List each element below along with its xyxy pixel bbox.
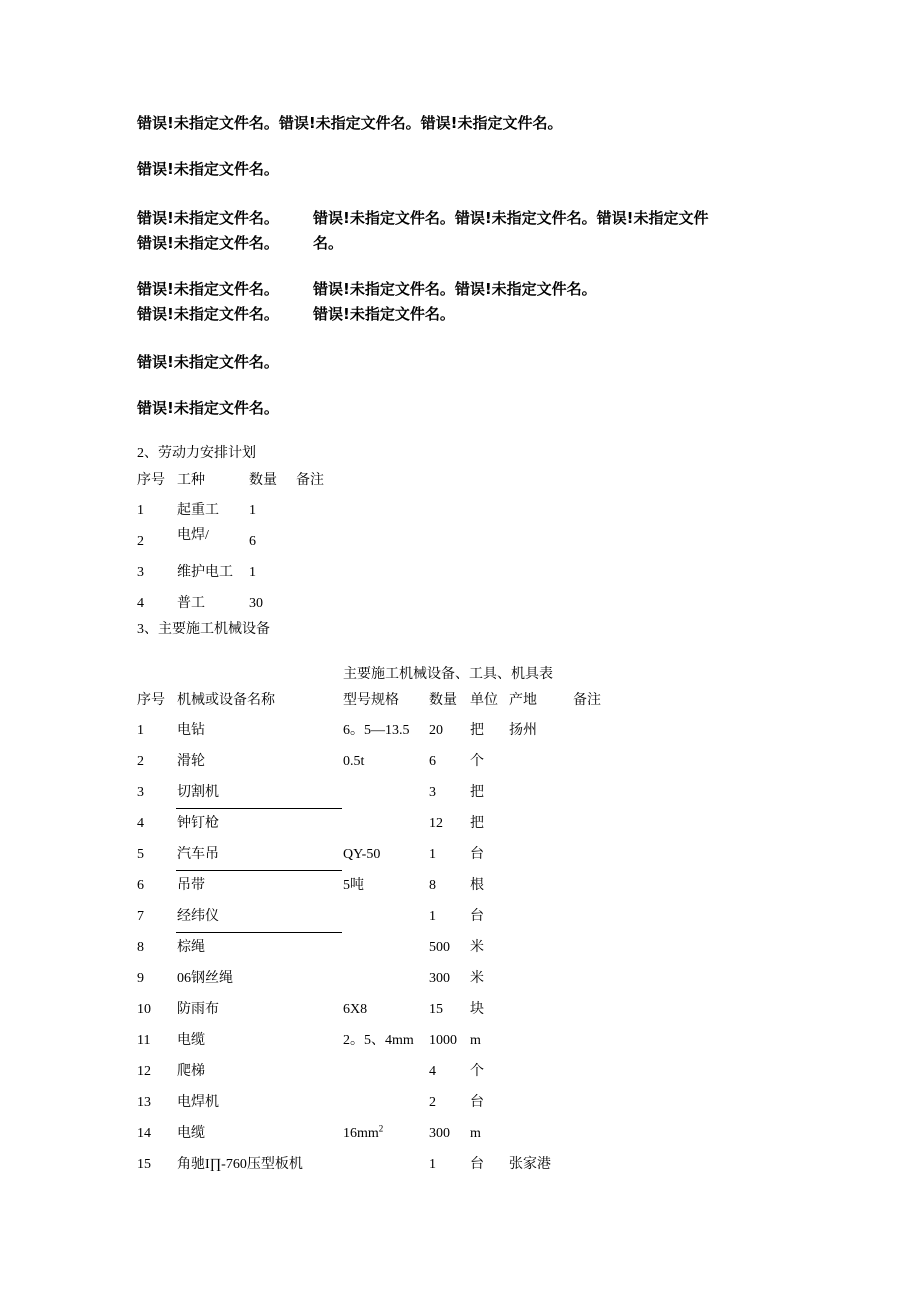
equipment-row-spec: 5吨 — [343, 878, 364, 893]
equipment-row-unit: 个 — [470, 1064, 484, 1079]
labor-row-no: 1 — [137, 503, 144, 518]
equipment-row-no: 6 — [137, 878, 144, 893]
table-rule — [176, 808, 342, 809]
equipment-row-qty: 4 — [429, 1064, 436, 1079]
error-line-4-left-a: 错误!未指定文件名。 — [137, 280, 279, 298]
labor-header-qty: 数量 — [249, 473, 277, 488]
labor-header-note: 备注 — [296, 473, 324, 488]
equipment-row-name: 吊带 — [177, 878, 205, 893]
labor-row-type: 维护电工 — [177, 565, 233, 580]
equipment-row-no: 9 — [137, 971, 144, 986]
equipment-row-unit: m — [470, 1126, 481, 1141]
labor-row-no: 3 — [137, 565, 144, 580]
labor-header-no: 序号 — [137, 473, 165, 488]
error-line-1: 错误!未指定文件名。错误!未指定文件名。错误!未指定文件名。 — [137, 114, 563, 132]
equipment-row-qty: 300 — [429, 971, 450, 986]
equipment-row-name: 爬梯 — [177, 1064, 205, 1079]
equipment-row-name: 角驰I∏-760压型板机 — [177, 1157, 303, 1172]
equipment-row-no: 3 — [137, 785, 144, 800]
equipment-row-unit: 把 — [470, 816, 484, 831]
equipment-row-no: 7 — [137, 909, 144, 924]
equipment-row-unit: 把 — [470, 723, 484, 738]
equipment-row-no: 2 — [137, 754, 144, 769]
error-line-4-right-a: 错误!未指定文件名。错误!未指定文件名。 — [313, 280, 597, 298]
equipment-row-unit: 台 — [470, 847, 484, 862]
error-line-5: 错误!未指定文件名。 — [137, 353, 279, 371]
labor-row-no: 2 — [137, 534, 144, 549]
equipment-row-name: 棕绳 — [177, 940, 205, 955]
equipment-header-note: 备注 — [573, 693, 601, 708]
equipment-row-qty: 8 — [429, 878, 436, 893]
equipment-row-name: 汽车吊 — [177, 847, 219, 862]
equipment-row-qty: 300 — [429, 1126, 450, 1141]
equipment-row-name: 电缆 — [177, 1126, 205, 1141]
equipment-row-qty: 6 — [429, 754, 436, 769]
equipment-row-unit: 块 — [470, 1002, 484, 1017]
equipment-table-title: 主要施工机械设备、工具、机具表 — [343, 667, 553, 682]
equipment-row-qty: 500 — [429, 940, 450, 955]
equipment-row-name: 滑轮 — [177, 754, 205, 769]
equipment-header-no: 序号 — [137, 693, 165, 708]
equipment-row-unit: 把 — [470, 785, 484, 800]
equipment-row-name: 钟钉枪 — [177, 816, 219, 831]
equipment-row-unit: 台 — [470, 909, 484, 924]
equipment-row-no: 14 — [137, 1126, 151, 1141]
equipment-row-qty: 20 — [429, 723, 443, 738]
equipment-row-name: 电钻 — [177, 723, 205, 738]
equipment-row-no: 12 — [137, 1064, 151, 1079]
equipment-row-qty: 1000 — [429, 1033, 457, 1048]
equipment-row-name: 切割机 — [177, 785, 219, 800]
equipment-header-qty: 数量 — [429, 693, 457, 708]
equipment-header-name: 机械或设备名称 — [177, 693, 275, 708]
equipment-row-spec: QY-50 — [343, 847, 381, 862]
equipment-row-spec: 6X8 — [343, 1002, 368, 1017]
equipment-row-no: 13 — [137, 1095, 151, 1110]
error-line-3-right-a: 错误!未指定文件名。错误!未指定文件名。错误!未指定文件 — [313, 209, 709, 227]
equipment-row-spec-text: 16mm — [343, 1126, 379, 1141]
equipment-row-qty: 15 — [429, 1002, 443, 1017]
equipment-row-name: 电焊机 — [177, 1095, 219, 1110]
equipment-row-unit: 米 — [470, 971, 484, 986]
equipment-row-spec: 0.5t — [343, 754, 365, 769]
labor-row-no: 4 — [137, 596, 144, 611]
labor-row-type: 普工 — [177, 596, 205, 611]
labor-row-type: 电焊/ — [177, 528, 209, 543]
labor-header-type: 工种 — [177, 473, 205, 488]
equipment-row-name: 06钢丝绳 — [177, 971, 233, 986]
equipment-row-name: 电缆 — [177, 1033, 205, 1048]
error-line-6: 错误!未指定文件名。 — [137, 399, 279, 417]
equipment-row-spec-superscript: 2 — [378, 1123, 384, 1134]
equipment-header-unit: 单位 — [470, 693, 498, 708]
equipment-row-unit: 米 — [470, 940, 484, 955]
labor-row-qty: 1 — [249, 565, 256, 580]
error-line-3-left-a: 错误!未指定文件名。 — [137, 209, 279, 227]
error-line-4-right-b: 错误!未指定文件名。 — [313, 305, 455, 323]
error-line-4-left-b: 错误!未指定文件名。 — [137, 305, 279, 323]
equipment-header-origin: 产地 — [509, 693, 537, 708]
equipment-row-no: 4 — [137, 816, 144, 831]
equipment-row-unit: 台 — [470, 1157, 484, 1172]
equipment-row-qty: 12 — [429, 816, 443, 831]
labor-row-qty: 6 — [249, 534, 256, 549]
equipment-row-name: 防雨布 — [177, 1002, 219, 1017]
equipment-row-no: 1 — [137, 723, 144, 738]
equipment-row-unit: m — [470, 1033, 481, 1048]
equipment-section-title: 3、主要施工机械设备 — [137, 622, 270, 637]
equipment-row-no: 8 — [137, 940, 144, 955]
equipment-row-origin: 张家港 — [509, 1157, 551, 1172]
table-rule — [176, 870, 342, 871]
equipment-row-unit: 个 — [470, 754, 484, 769]
error-line-3-right-b: 名。 — [313, 234, 344, 252]
equipment-row-origin: 扬州 — [509, 723, 537, 738]
equipment-row-unit: 根 — [470, 878, 484, 893]
equipment-row-qty: 3 — [429, 785, 436, 800]
equipment-row-qty: 1 — [429, 909, 436, 924]
equipment-row-name: 经纬仪 — [177, 909, 219, 924]
equipment-row-no: 15 — [137, 1157, 151, 1172]
equipment-row-qty: 1 — [429, 1157, 436, 1172]
labor-row-type: 起重工 — [177, 503, 219, 518]
equipment-row-spec: 6。5—13.5 — [343, 723, 410, 738]
equipment-row-qty: 1 — [429, 847, 436, 862]
table-rule — [176, 932, 342, 933]
equipment-row-no: 5 — [137, 847, 144, 862]
labor-row-qty: 1 — [249, 503, 256, 518]
equipment-header-spec: 型号规格 — [343, 693, 399, 708]
equipment-row-no: 11 — [137, 1033, 151, 1048]
equipment-row-unit: 台 — [470, 1095, 484, 1110]
error-line-3-left-b: 错误!未指定文件名。 — [137, 234, 279, 252]
equipment-row-spec: 2。5、4mm — [343, 1033, 414, 1048]
equipment-row-spec — [343, 1124, 383, 1144]
labor-row-qty: 30 — [249, 596, 263, 611]
equipment-row-qty: 2 — [429, 1095, 436, 1110]
error-line-2: 错误!未指定文件名。 — [137, 160, 279, 178]
equipment-row-no: 10 — [137, 1002, 151, 1017]
labor-section-title: 2、劳动力安排计划 — [137, 446, 256, 461]
